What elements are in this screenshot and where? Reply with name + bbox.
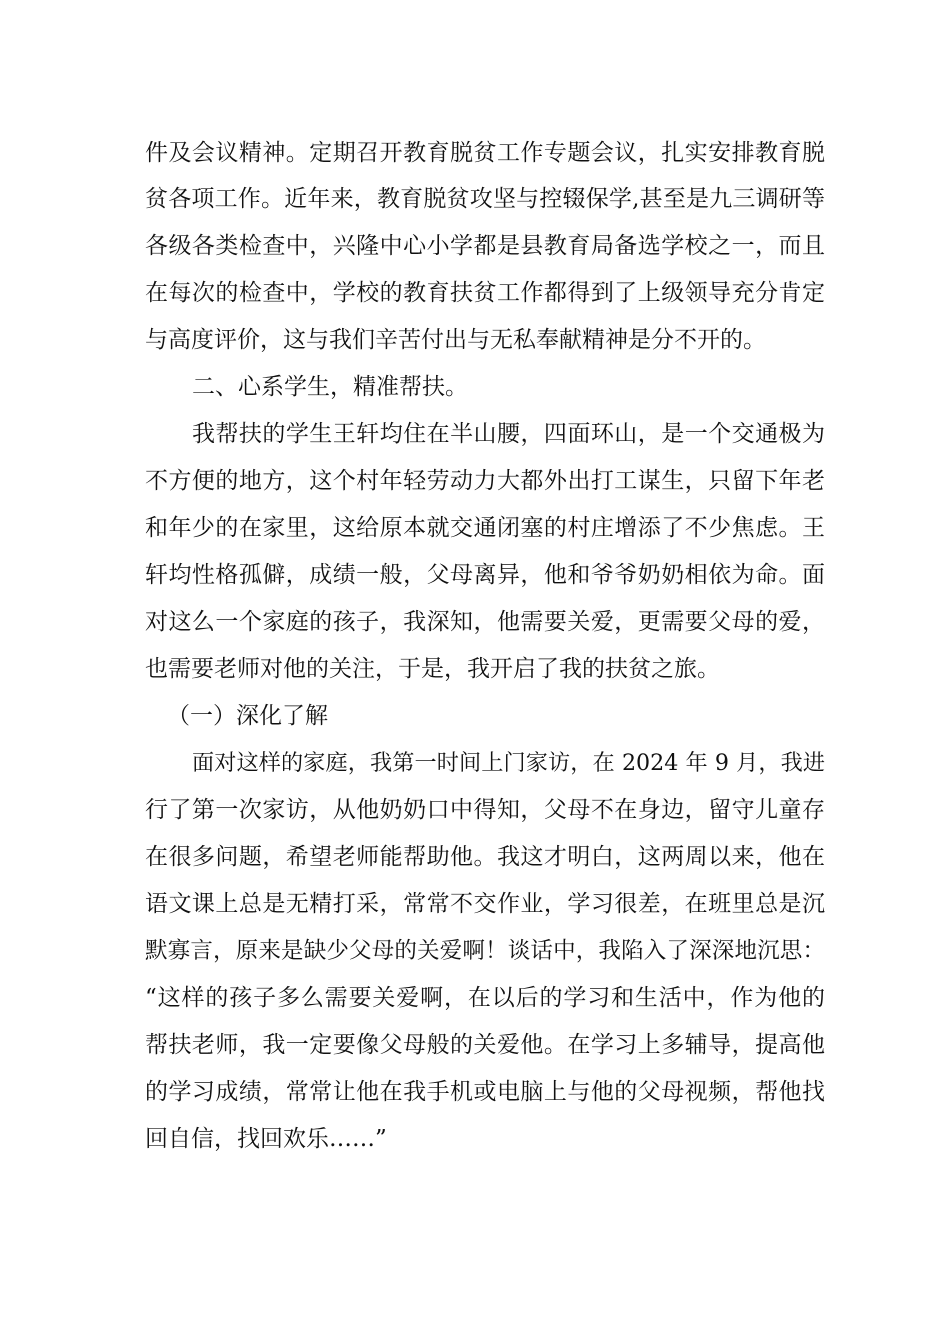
body-text-line: 各级各类检查中，兴隆中心小学都是县教育局备选学校之一，而且 — [145, 233, 825, 259]
section-heading: 二、心系学生，精准帮扶。 — [192, 374, 468, 400]
body-text-line: 贫各项工作。近年来，教育脱贫攻坚与控辍保学,甚至是九三调研等 — [145, 186, 825, 212]
body-text-line: 回自信，找回欢乐……” — [145, 1126, 387, 1152]
body-text-line: 语文课上总是无精打采，常常不交作业，学习很差，在班里总是沉 — [145, 891, 825, 917]
subsection-heading: （一）深化了解 — [167, 703, 328, 729]
body-text-line: 与高度评价，这与我们辛苦付出与无私奉献精神是分不开的。 — [145, 327, 766, 353]
body-text-line: 帮扶老师，我一定要像父母般的关爱他。在学习上多辅导，提高他 — [145, 1032, 825, 1058]
body-text-line: 的学习成绩，常常让他在我手机或电脑上与他的父母视频，帮他找 — [145, 1079, 825, 1105]
body-text-line: 在每次的检查中，学校的教育扶贫工作都得到了上级领导充分肯定 — [145, 280, 825, 306]
body-text-line: 轩均性格孤僻，成绩一般，父母离异，他和爷爷奶奶相依为命。面 — [145, 562, 825, 588]
body-text-line: 默寡言，原来是缺少父母的关爱啊！谈话中，我陷入了深深地沉思： — [145, 938, 825, 964]
body-text-line: “这样的孩子多么需要关爱啊，在以后的学习和生活中，作为他的 — [145, 985, 825, 1011]
body-text-line: 在很多问题，希望老师能帮助他。我这才明白，这两周以来，他在 — [145, 844, 825, 870]
body-text-line: 件及会议精神。定期召开教育脱贫工作专题会议，扎实安排教育脱 — [145, 140, 825, 166]
body-text-line: 我帮扶的学生王轩均住在半山腰，四面环山，是一个交通极为 — [192, 421, 825, 447]
body-text-line: 面对这样的家庭，我第一时间上门家访，在 2024 年 9 月，我进 — [192, 750, 825, 776]
body-text-line: 不方便的地方，这个村年轻劳动力大都外出打工谋生，只留下年老 — [145, 468, 825, 494]
body-text-line: 和年少的在家里，这给原本就交通闭塞的村庄增添了不少焦虑。王 — [145, 515, 825, 541]
body-text-line: 对这么一个家庭的孩子，我深知，他需要关爱，更需要父母的爱， — [145, 609, 825, 635]
body-text-line: 也需要老师对他的关注，于是，我开启了我的扶贫之旅。 — [145, 656, 720, 682]
body-text-line: 行了第一次家访，从他奶奶口中得知，父母不在身边，留守儿童存 — [145, 797, 825, 823]
